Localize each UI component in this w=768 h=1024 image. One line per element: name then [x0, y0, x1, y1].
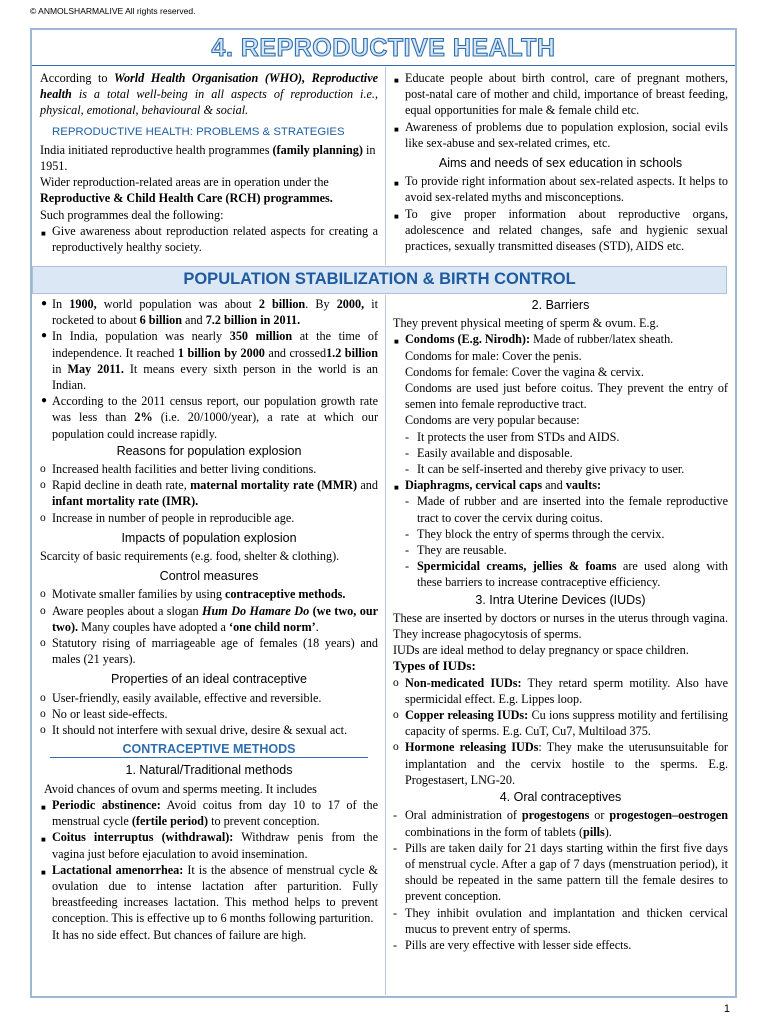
list-item: o Statutory rising of marriageable age of females (18 years) and males (21 years).: [40, 636, 378, 667]
list-item: - They are reusable.: [405, 543, 507, 558]
condom-text: Condoms are used just before coitus. They prevent the entry of semen into female reproductive tract.: [405, 381, 728, 412]
control-heading: Control measures: [159, 569, 259, 584]
who-text: According to: [40, 71, 115, 85]
list-item: ■ Periodic abstinence: Avoid coitus from day 10 to 17 of the menstrual cycle (fertile period) to prevent conception.: [41, 797, 378, 829]
rh-para-2: Wider reproduction-related areas are in operation under the Reproductive & Child Health Care (RCH) programmes.: [40, 175, 333, 206]
list-item: - Made of rubber and are inserted into the female reproductive tract to cover the cervix during coitus.: [405, 494, 728, 525]
main-right-column: [393, 296, 728, 953]
list-item: o Aware peoples about a slogan Hum Do Hamare Do (we two, our two). Many couples have adopted a ‘one child norm’.: [40, 603, 379, 634]
barriers-heading: 2. Barriers: [531, 298, 590, 312]
iud-heading: 3. Intra Uterine Devices (IUDs): [475, 592, 646, 607]
rh-subheading: REPRODUCTIVE HEALTH: PROBLEMS & STRATEGIES: [52, 125, 345, 138]
list-item: o Increase in number of people in reproducible age.: [40, 510, 295, 525]
contraceptive-methods-heading: CONTRACEPTIVE METHODS: [50, 741, 368, 758]
sex-education-heading: Aims and needs of sex education in schools: [438, 156, 683, 171]
natural-note: It has no side effect. But chances of failure are high.: [52, 927, 307, 942]
title-divider: [32, 65, 735, 66]
list-item: - Easily available and disposable.: [405, 445, 573, 460]
list-item: o Non-medicated IUDs: They retard sperm motility. Also have spermicidal effect. E.g. Lippes loop.: [393, 675, 728, 706]
list-item: o Hormone releasing IUDs: They make the uterusunsuitable for implantation and the cervix hostile to the sperms. E.g. Progestasert, LNG-20.: [393, 740, 728, 787]
natural-methods-heading: 1. Natural/Traditional methods: [125, 763, 293, 778]
list-item: ● In 1900, world population was about 2 billion. By 2000, it rocketed to about 6 billion and 7.2 billion in 2011.: [41, 297, 379, 328]
main-left-column: [40, 296, 378, 943]
condom-text: Condoms for male: Cover the penis.: [405, 348, 582, 363]
impacts-heading: Impacts of population explosion: [121, 530, 297, 545]
list-item: o Copper releasing IUDs: Cu ions suppress motility and fertilising capacity of sperms. E.g. CuT, Cu7, Multiload 375.: [393, 708, 729, 739]
section-banner: POPULATION STABILIZATION & BIRTH CONTROL: [32, 266, 727, 294]
barriers-intro: They prevent physical meeting of sperm & ovum. E.g.: [393, 316, 659, 331]
who-definition: [40, 70, 378, 119]
oral-heading: 4. Oral contraceptives: [499, 790, 622, 805]
list-item: ■ Educate people about birth control, care of pregnant mothers, post-natal care of mother and child, importance of breast feeding, equal opportunities for male & female child etc.: [394, 71, 728, 118]
iud-text: IUDs are ideal method to delay pregnancy or space children.: [393, 643, 689, 658]
list-item: - Pills are very effective with lesser side effects.: [393, 937, 632, 952]
iud-text: These are inserted by doctors or nurses in the uterus through vagina. They increase phagocytosis of sperms.: [393, 610, 728, 642]
iud-types-heading: Types of IUDs:: [393, 658, 476, 674]
list-item: ■ Diaphragms, cervical caps and vaults:: [394, 478, 602, 493]
condom-text: Condoms for female: Cover the vagina & cervix.: [405, 364, 644, 379]
list-item: o Increased health facilities and better living conditions.: [40, 462, 317, 477]
list-item: - They block the entry of sperms through the cervix.: [405, 526, 665, 541]
impacts-text: Scarcity of basic requirements (e.g. food, shelter & clothing).: [40, 549, 340, 564]
list-item: o Motivate smaller families by using contraceptive methods.: [40, 587, 346, 602]
list-item: ■ Coitus interruptus (withdrawal): Withdraw penis from the vagina just before ejaculation to avoid insemination.: [41, 830, 378, 861]
top-left-column: [40, 70, 378, 255]
copyright-notice: © ANMOLSHARMALIVE All rights reserved.: [30, 6, 196, 16]
list-item: ● In India, population was nearly 350 million at the time of independence. It reached 1 billion by 2000 and crossed1.2 billion in May 2011. It means every sixth person in the world is an Indian.: [41, 329, 378, 393]
list-item: ■ To provide right information about sex-related aspects. It helps to avoid sex-related myths and misconceptions.: [394, 174, 728, 205]
list-item: ● According to the 2011 census report, our population growth rate was less than 2% (i.e. 20/1000/year), a rate at which our population could increase rapidly.: [41, 394, 379, 441]
top-column-divider: [385, 67, 386, 265]
list-item: ■ To give proper information about reproductive organs, adolescence and related changes, safe and hygienic sexual practices, sexually transmitted diseases (STD), AIDS etc.: [394, 206, 728, 254]
reasons-heading: Reasons for population explosion: [116, 443, 302, 458]
natural-intro: Avoid chances of ovum and sperms meeting. It includes: [44, 781, 317, 796]
who-text-rest: is a total well-being in all aspects of reproduction i.e., physical, emotional, behavioural & social.: [40, 87, 378, 118]
rh-para-3: Such programmes deal the following:: [40, 207, 224, 222]
main-column-divider: [385, 295, 386, 995]
list-item: - It can be self-inserted and thereby give privacy to user.: [405, 462, 685, 477]
rh-para-1: India initiated reproductive health programmes (family planning) in 1951.: [40, 142, 376, 174]
properties-heading: Properties of an ideal contraceptive: [111, 672, 307, 687]
list-item: - Oral administration of progestogens or progestogen–oestrogen combinations in the form of tablets (pills).: [393, 808, 729, 839]
list-item: ■ Give awareness about reproduction related aspects for creating a reproductively healthy society.: [41, 223, 378, 255]
who-term: World Health Organisation (WHO), Reproductive health: [40, 71, 379, 102]
list-item: o It should not interfere with sexual drive, desire & sexual act.: [40, 723, 348, 738]
list-item: ■ Lactational amenorrhea: It is the absence of menstrual cycle & ovulation due to intense lactation after parturition. Fully breastfeeding increases lactation. This method helps to prevent conception. This is effective up to 6 months following parturition.: [41, 862, 378, 926]
list-item: - Spermicidal creams, jellies & foams are used along with these barriers to increase contraceptive efficiency.: [405, 559, 728, 590]
list-item: ■ Awareness of problems due to population explosion, social evils like sex-abuse and sex-related crimes, etc.: [394, 119, 728, 150]
top-right-column: [393, 70, 728, 254]
list-item: o No or least side-effects.: [40, 706, 168, 721]
list-item: - It protects the user from STDs and AIDS.: [405, 429, 620, 444]
page-title: 4. REPRODUCTIVE HEALTH: [211, 34, 556, 62]
list-item: - Pills are taken daily for 21 days starting within the first five days of menstrual cycle. After a gap of 7 days (menstruation period), it should be repeated in the same pattern till the female desires to prevent conception.: [393, 840, 728, 904]
list-item: o Rapid decline in death rate, maternal mortality rate (MMR) and infant mortality rate (IMR).: [40, 478, 378, 509]
list-item: ■ Condoms (E.g. Nirodh): Made of rubber/latex sheath.: [394, 332, 674, 347]
condom-text: Condoms are very popular because:: [405, 413, 580, 428]
list-item: o User-friendly, easily available, effective and reversible.: [40, 690, 322, 705]
page-number: 1: [723, 1003, 730, 1015]
list-item: - They inhibit ovulation and implantation and thicken cervical mucus to prevent entry of sperms.: [393, 905, 728, 936]
